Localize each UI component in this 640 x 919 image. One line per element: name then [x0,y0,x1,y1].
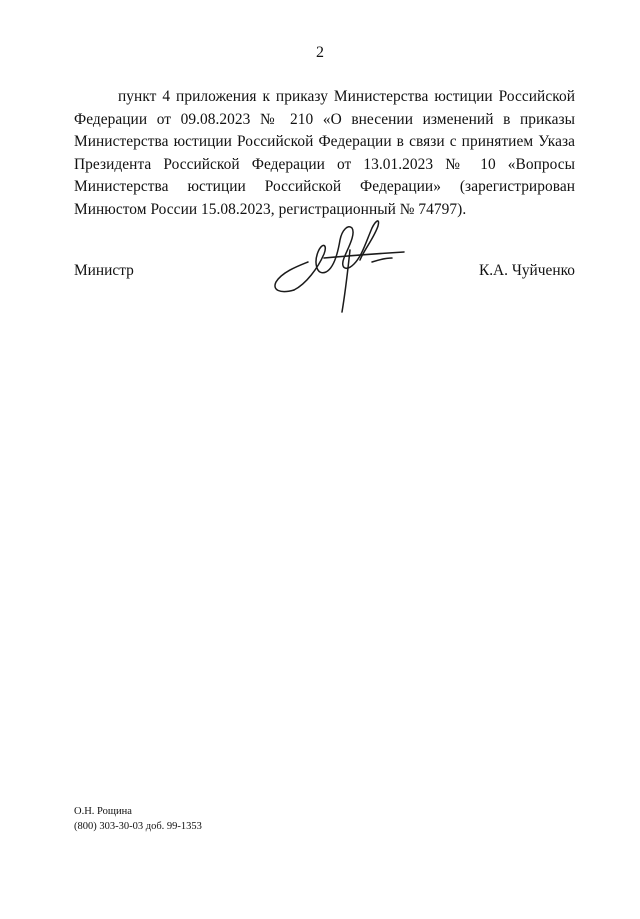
handwritten-signature [268,206,412,318]
executor-name: О.Н. Рощина [74,806,132,817]
signer-name: К.А. Чуйченко [478,262,575,279]
signer-position: Министр [74,262,134,279]
page-number: 2 [316,44,324,61]
body-paragraph: пункт 4 приложения к приказу Министерства юстиции Российской Федерации от 09.08.2023 № 210 «О внесении изменений в приказы Министерства юстиции Российской Федерации в связи с принятием Указа Президента Российской Федерации от 13.01.2023 № 10 «Вопросы Министерства юстиции Российской Федерации» (зарегистрирован Минюстом России 15.08.2023, регистрационный № 74797). [74,88,575,218]
executor-phone: (800) 303-30-03 доб. 99-1353 [74,820,202,832]
executor-info [74,805,202,834]
